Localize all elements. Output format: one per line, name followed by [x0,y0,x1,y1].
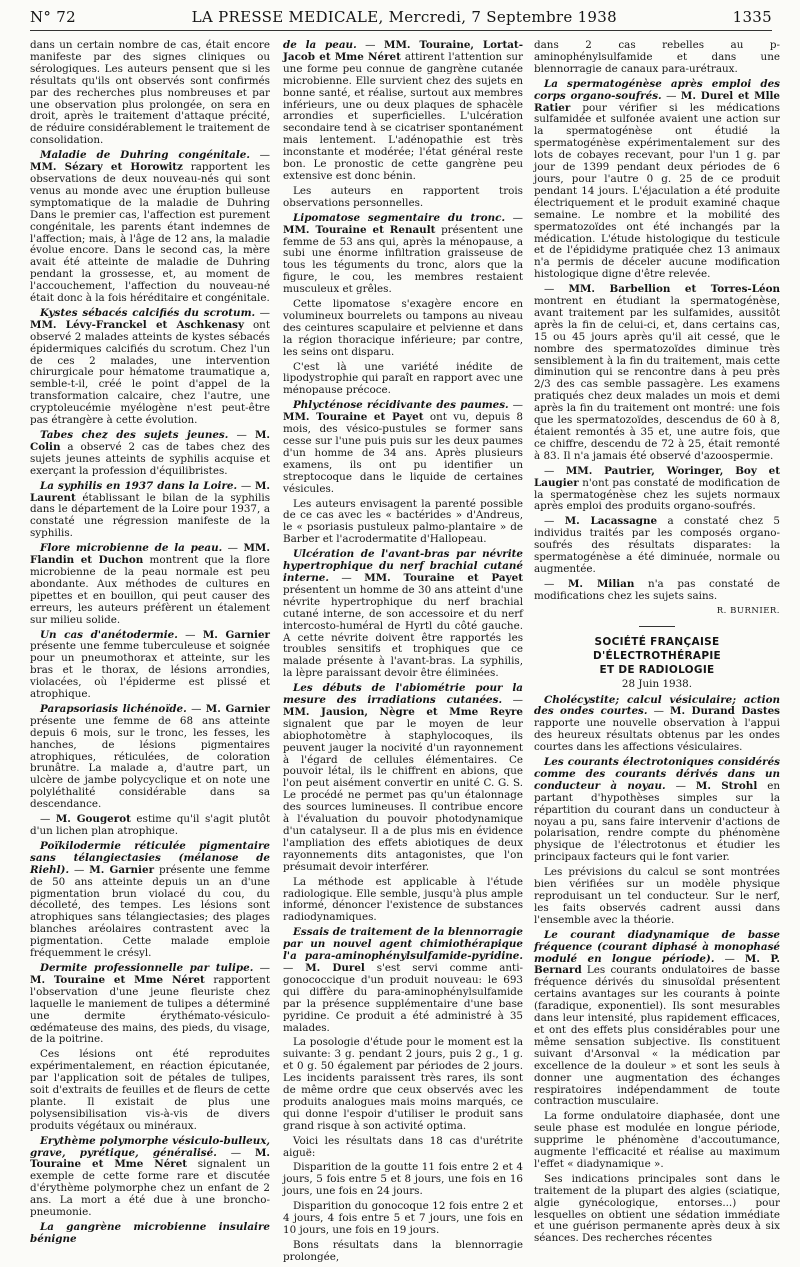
article-authors: M. Durel et Mlle Ratier [534,89,781,114]
article-authors: M. Garnier [89,863,155,876]
article-text: rapporte une nouvelle observation à l'appui des heureux résultats obtenus par les ondes courtes dans les affections vésiculaires. [534,717,780,754]
article-title: Tabes chez des sujets jeunes. [40,429,229,441]
article-text: estime qu'il s'agit plutôt d'un lichen plan atrophique. [30,813,270,837]
article-text: établissant le bilan de la syphilis dans le département de la Loire pour 1937, a constaté une régression manifeste de la syphilis. [30,491,270,540]
article [30,1222,270,1246]
paragraph: Ces lésions ont été reproduites expérimentalement, en réaction épicutanée, par l'application soit de pétales de tulipes, soit d'extraits de feuilles et de fleurs de cette plante. Il existait de plus une polysensibilisation vis-à-vis de divers produits végétaux ou minéraux. [30,1048,270,1132]
article-authors: MM. Touraine et Renault [283,223,436,236]
article-title: Phlycténose récidivante des paumes. [293,399,509,412]
article: Un cas d'anétodermie. — M. Garnier présente une femme tuberculeuse et soignée pour un pneumothorax et atteinte, sur les bras et le thorax, de lésions arrondies, violacées, où l'épiderme est plissé et atrophique. [30,628,270,701]
article-title: Cholécystite; calcul vésiculaire; action des ondes courtes. [534,693,780,718]
article-title: Un cas d'anétodermie. [40,628,178,641]
article-text: en partant d'hypothèses simples sur la répartition du courant dans un conducteur à noyau a pu, sans faire intervenir d'actions de polarisation, rendre compte du phénomène physique de l'électrotonus et étudier les principaux facteurs qui le font varier. [534,779,781,864]
article-title: Les débuts de l'abiométrie pour la mesure des irradiations cutanées. [283,682,523,707]
article-authors: MM. Jausion, Nègre et Mme Reyre [283,705,523,718]
article: Ulcération de l'avant-bras par névrite hypertrophique du nerf brachial cutané interne. — MM. Touraine et Payet présentent un homme de 30 ans atteint d'une névrite hypertrophique du nerf brachial cutané interne, de son accessoire et du nerf intercosto-huméral de Hyrtl du côté gauche. A cette névrite doivent être rapportés les troubles sensitifs et trophiques que ce malade présente à l'avant-bras. La syphilis, la lèpre paraissant devoir être éliminées. [283,548,523,680]
article: La syphilis en 1937 dans la Loire. — M. Laurent établissant le bilan de la syphilis dans le département de la Loire pour 1937, a constaté une régression manifeste de la syphilis. [30,479,270,540]
article-text: rapportent l'observation d'une jeune fleuriste chez laquelle le maniement de tulipes a déterminé une dermite érythémato-vésiculo-œdémateuse des mains, des pieds, du visage, de la poitrine. [30,973,270,1046]
paragraph: La forme ondulatoire diaphasée, dont une seule phase est modulée en longue période, supprime le phénomène d'accoutumance, augmente l'efficacité et réalise au maximum l'effet « diadynamique ». [534,1110,780,1170]
paragraph: C'est là une variété inédite de lipodystrophie qui paraît en rapport avec une ménopause précoce. [283,360,523,397]
article-authors: M. Touraine et Mme Néret [30,973,205,986]
article: Maladie de Duhring congénitale. — MM. Sézary et Horowitz rapportent les observations de deux nouveau-nés qui sont venus au monde avec une éruption bulleuse symptomatique de la maladie de Duhring Dans le premier cas, l'affection est purement congénitale, les parents étant indemnes de l'affection; mais, à l'âge de 12 ans, la maladie évolue encore. Dans le second cas, la mère avait été atteinte de maladie de Duhring pendant la grossesse, et, au moment de l'accouchement, l'affection du nouveau-né était donc à la fois héréditaire et congénitale. [30,149,271,305]
article-title: Les courants électrotoniques considérés comme des courants dérivés dans un conducteur à noyau. [534,756,780,792]
article-text: montrent que la flore microbienne de la peau normale est peu abondante. Aux méthodes de cultures en pipettes et en bouillon, qui peut causer des erreurs, les auteurs préfèrent un étalement sur milieu solide. [30,554,270,626]
article-authors: M. Lacassagne [564,515,658,528]
paragraph: — MM. Pautrier, Woringer, Boy et Laugier n'ont pas constaté de modification de la spermatogénèse chez les sujets normaux après emploi des produits organo-soufrés. [534,464,781,513]
article: Phlycténose récidivante des paumes. — MM. Touraine et Payet ont vu, depuis 8 mois, des vésico-pustules se former sans cesse sur l'une puis puis sur les deux paumes d'un homme de 34 ans. Après plusieurs examens, ils ont pu identifier un streptocoque dans le liquide de certaines vésicules. [283,399,523,495]
article-text: a observé 2 cas de tabes chez des sujets jeunes atteints de syphilis acquise et exerçant la profession d'équilibristes. [30,440,270,477]
paragraph: — M. Milian n'a pas constaté de modifications chez les sujets sains. [534,577,780,602]
article-title: Lipomatose segmentaire du tronc. [293,211,506,224]
paragraph: Voici les résultats dans 18 cas d'urétrite aiguë: [283,1134,523,1159]
article-text: Les courants ondulatoires de basse fréquence dérivés du sinusoïdal présentent certains avantages sur les courants à pointe (faradique, exponentiel). Ils sont mesurables dans leur intensité, plus rapidement efficaces, et ont des effets plus considérables pour une même sensation subjective. Ils constituent suivant d'Arsonval « la médication par excellence de la douleur » et sont les seuls à donner une augmentation des échanges respiratoires indépendamment de toute contraction musculaire. [534,964,781,1108]
article-title: Ulcération de l'avant-bras par névrite hypertrophique du nerf brachial cutané interne. [283,548,523,584]
article-authors: M. Strohl [695,779,758,792]
article: Essais de traitement de la blennorragie par un nouvel agent chimiothérapique l'a para-aminophénylsulfamide-pyridine. — M. Durel s'est servi comme anti-gonococcique d'un produit nouveau: le 693 qui diffère du para-aminophénylsulfamide par la présence supplémentaire d'une base pyridine. Ce produit a été administré à 35 malades. [283,926,523,1034]
article-title: Essais de traitement de la blennorragie par un nouvel agent chimiothérapique l'a para-aminophénylsulfamide-pyridine. [283,926,523,963]
paragraph: Ses indications principales sont dans le traitement de la plupart des algies (sciatique, algie gynécologique, entorses...) pour lesquelles on obtient une sédation immédiate et une guérison permanente après deux à six séances. Des recherches récentes [534,1172,780,1245]
article-title: Dermite professionnelle par tulipe. [40,961,254,974]
article-text: pour vérifier si les médications sulfamidée et sulfonée avaient une action sur la spermatogénèse ont étudié la spermatogénèse expérimentalement sur des lots de cobayes recevant, pour l'un 1 g. par jour de 1399 pendant deux périodes de 6 jours, pour l'autre 0 g. 25 de ce produit pendant 14 jours. L'éjaculation a été produite électriquement et le produit examiné chaque semaine. Le nombre et la mobilité des spermatozoïdes ont été inchangés par la médication. L'étude histologique du testicule et de l'épididyme pratiquée chez 13 animaux n'a permis de déceler aucune modification histologique digne d'être relevée. [534,101,780,281]
article-text: s'est servi comme anti-gonococcique d'un produit nouveau: le 693 qui diffère du para-aminophénylsulfamide par la présence supplémentaire d'une base pyridine. Ce produit a été administré à 35 malades. [283,961,523,1034]
author-signature: R. BURNIER. [716,605,780,616]
paragraph: — M. Lacassagne a constaté chez 5 individus traités par les composés organo-soufrés des résultats disparates: la spermatogénèse a été diminuée, normale ou augmentée. [534,515,780,575]
column-2 [283,40,523,1267]
paragraph: Les auteurs envisagent la parenté possible de ce cas avec les « bactérides » d'Andreus, le « psoriasis pustuleux palmo-plantaire » de Barber et l'acrodermatite d'Hallopeau. [283,497,523,546]
paragraph: Disparition du gonocoque 12 fois entre 2 et 4 jours, 4 fois entre 5 et 7 jours, une fois en 10 jours, une fois en 19 jours. [283,1200,523,1236]
paragraph: Bons résultats dans la blennorragie prolongée, [283,1238,523,1263]
article-authors: M. Laurent [30,479,270,504]
article: La spermatogénèse après emploi des corps organo-soufrés. — M. Durel et Mlle Ratier pour vérifier si les médications sulfamidée et sulfonée avaient une action sur la spermatogénèse ont étudié la spermatogénèse expérimentalement sur des lots de cobayes recevant, pour l'un 1 g. par jour de 1399 pendant deux périodes de 6 jours, pour l'autre 0 g. 25 de ce produit pendant 14 jours. L'éjaculation a été produite électriquement et le produit examiné chaque semaine. Le nombre et la mobilité des spermatozoïdes ont été inchangés par la médication. L'étude histologique du testicule et de l'épididyme pratiquée chez 13 animaux n'a permis de déceler aucune modification histologique digne d'être relevée. [534,77,781,281]
article: Tabes chez des sujets jeunes. — M. Colin a observé 2 cas de tabes chez des sujets jeunes atteints de syphilis acquise et exerçant la profession d'équilibristes. [30,429,270,477]
article: Cholécystite; calcul vésiculaire; action des ondes courtes. — M. Durand Dastes rapporte une nouvelle observation à l'appui des heureux résultats obtenus par les ondes courtes dans les affections vésiculaires. [534,693,781,754]
article: Lipomatose segmentaire du tronc. — MM. Touraine et Renault présentent une femme de 53 ans qui, après la ménopause, a subi une énorme infiltration graisseuse de tous les téguments du tronc, alors que la figure, le cou, les membres restaient musculeux et grêles. [283,211,524,296]
paragraph: Disparition de la goutte 11 fois entre 2 et 4 jours, 5 fois entre 5 et 8 jours, une fois en 16 jours, une fois en 24 jours. [283,1161,523,1198]
article: Le courant diadynamique de basse fréquence (courant diphasé à monophasé modulé en longue période). — M. P. Bernard Les courants ondulatoires de basse fréquence dérivés du sinusoïdal présentent certains avantages sur les courants à pointe (faradique, exponentiel). Ils sont mesurables dans leur intensité, plus rapidement efficaces, et ont des effets plus considérables pour une même sensation subjective. Ils constituent suivant d'Arsonval « la médication par excellence de la douleur » et sont les seuls à donner une augmentation des échanges respiratoires indépendamment de toute contraction musculaire. [534,928,781,1108]
article-text: signalent un exemple de cette forme rare et discutée d'érythème polymorphe chez un enfant de 2 ans. La mort a été due à une broncho-pneumonie. [30,1158,270,1219]
article-authors: M. Touraine et Mme Néret [30,1146,270,1171]
article-title: La spermatogénèse après emploi des corps organo-soufrés. [534,77,780,102]
paragraph: La méthode est applicable à l'étude radiologique. Elle semble, jusqu'à plus ample informé, dénoncer l'existence de substances radiodynamiques. [283,875,523,924]
article-title: Maladie de Duhring congénitale. [40,149,250,162]
article-authors: MM. Lévy-Franckel et Aschkenasy [30,318,245,331]
article-title: Poïkilodermie réticulée pigmentaire sans télangiectasies (mélanose de Riehl). [30,839,270,876]
article-authors: M. Durand Dastes [670,705,781,718]
article-text: a constaté chez 5 individus traités par les composés organo-soufrés des résultats disparates: la spermatogénèse a été diminuée, normale ou augmentée. [534,515,780,575]
article-authors: M. Garnier [205,702,271,715]
column-3 [534,40,780,1248]
article-authors: MM. Touraine, Lortat-Jacob et Mme Néret [283,39,524,63]
article-text: n'a pas constaté de modifications chez les sujets sains. [534,577,780,602]
article-authors: MM. Pautrier, Woringer, Boy et Laugier [534,464,781,489]
article-text: rapportent les observations de deux nouveau-nés qui sont venus au monde avec une éruption bulleuse symptomatique de la maladie de Duhring Dans le premier cas, l'affection est purement congénitale, les parents étant indemnes de l'affection; mais, à l'âge de 12 ans, la maladie évolue encore. Dans le second cas, la mère avait été atteinte de maladie de Duhring pendant la grossesse, et, au moment de l'accouchement, l'affection du nouveau-né était donc à la fois héréditaire et congénitale. [30,161,271,305]
article-authors: M. Milian [567,577,635,590]
paragraph: Les auteurs en rapportent trois observations personnelles. [283,184,523,209]
article-text: présentent un homme de 30 ans atteint d'une névrite hypertrophique du nerf brachial cutané interne, de son accessoire et du nerf intercosto-huméral de Hyrtl du côté gauche. A cette névrite doivent être rapportés les troubles sensitifs et trophiques que ce malade présente à l'avant-bras. La syphilis, la lèpre paraissant devoir être éliminées. [283,583,523,680]
paragraph: — MM. Barbellion et Torres-Léon montrent en étudiant la spermatogénèse, avant traitement par les sulfamides, aussitôt après la fin de celui-ci, et, dans certains cas, 15 ou 45 jours après qu'il ait cessé, que le nombre des spermatozoïdes diminue très sensiblement à la fin du traitement, mais cette diminution qui se rencontre dans à peu près 2/3 des cas semble passagère. Les examens pratiqués chez deux malades un mois et demi après la fin du traitement ont montré: une fois que les spermatozoïdes, descendus de 60 à 8, étaient remontés à 35 et, une autre fois, que ce chiffre, descendu de 72 à 25, était remonté à 83. Il n'a jamais été observé d'azoospermie. [534,283,780,462]
article: Flore microbienne de la peau. — MM. Flandin et Duchon montrent que la flore microbienne de la peau normale est peu abondante. Aux méthodes de cultures en pipettes et en bouillon, qui peut causer des erreurs, les auteurs préfèrent un étalement sur milieu solide. [30,542,270,626]
article-text: ont vu, depuis 8 mois, des vésico-pustules se former sans cesse sur l'une puis puis sur les deux paumes d'un homme de 34 ans. Après plusieurs examens, ils ont pu identifier un streptocoque dans le liquide de certaines vésicules. [283,411,523,495]
article-title: Kystes sébacés calcifiés du scrotum. [40,306,256,319]
article-authors: MM. Touraine et Payet [283,411,424,424]
article-text: montrent en étudiant la spermatogénèse, avant traitement par les sulfamides, aussitôt après la fin de celui-ci, et, dans certains cas, 15 ou 45 jours après qu'il ait cessé, que le nombre des spermatozoïdes diminue très sensiblement à la fin du traitement, mais cette diminution qui se rencontre dans à peu près 2/3 des cas semble passagère. Les examens pratiqués chez deux malades un mois et demi après la fin du traitement ont montré: une fois que les spermatozoïdes, descendus de 60 à 8, étaient remontés à 35 et, une autre fois, que ce chiffre, descendu de 72 à 25, était remonté à 83. Il n'a jamais été observé d'azoospermie. [534,295,780,462]
paragraph: dans un certain nombre de cas, était encore manifeste par des signes cliniques ou sérologiques. Les auteurs pensent que si les résultats qu'ils ont observés sont confirmés par des recherches plus nombreuses et par une observation plus prolongée, on sera en droit, après le traitement d'attaque précité, de réduire considérablement le traitement de consolidation. [30,39,270,147]
article-title: La gangrène microbienne insulaire bénigne [30,1221,270,1245]
paragraph: — M. Gougerot estime qu'il s'agit plutôt d'un lichen plan atrophique. [30,813,270,837]
article-authors: M. Gougerot [55,813,131,826]
article-text: signalent que par le moyen de leur abiophotomètre à staphylocoques, ils peuvent jauger la nocivité d'un rayonnement à l'égard de cellules élémentaires. Ce pouvoir létal, ils le chiffrent en abions, que l'on peut aisément convertir en unité C. G. S. Le procédé ne permet pas qu'un étalonnage des sources lumineuses. Il contribue encore à l'évaluation du pouvoir photodynamique d'un catalyseur. Il a de plus mis en évidence l'ampliation des effets abiotiques de deux rayonnements dits antagonistes, que l'on présumait devoir interférer. [283,717,523,873]
article-text: attirent l'attention sur une forme peu connue de gangrène cutanée microbienne. Elle survient chez des sujets en bonne santé, et réalise, surtout aux membres inférieurs, une ou deux plaques de sphacèle arrondies et superficielles. L'ulcération secondaire tend à se cicatriser spontanément mais lentement. L'adénopathie est très inconstante et modérée; l'état général reste bon. Le pronostic de cette gangrène peu extensive est donc bénin. [283,50,523,182]
society-heading [534,635,780,677]
article-text: présente une femme tuberculeuse et soignée pour un pneumothorax et atteinte, sur les bras et le thorax, de lésions arrondies, violacées, où l'épiderme est plissé et atrophique. [30,640,270,701]
article-authors: MM. Touraine et Payet [364,571,523,584]
page-header [30,8,772,31]
article-text: n'ont pas constaté de modification de la spermatogénèse chez les sujets normaux après emploi des produits organo-soufrés. [534,476,780,513]
article: Kystes sébacés calcifiés du scrotum. — MM. Lévy-Franckel et Aschkenasy ont observé 2 malades atteints de kystes sébacés épidermiques calcifiés du scrotum. Chez l'un de ces 2 malades, une intervention chirurgicale pour hématome traumatique a, semble-t-il, créé le point d'appel de la transformation calcaire, chez l'autre, une cryptoleucémie myélogène n'est peut-être pas étrangère à cette évolution. [30,306,271,427]
journal-title: LA PRESSE MEDICALE, Mercredi, 7 Septembre 1938 [191,8,617,26]
paragraph: Les prévisions du calcul se sont montrées bien vérifiées sur un modèle physique reproduisant un tel conducteur. Sur le nerf, les faits observés cadrent aussi dans l'ensemble avec la théorie. [534,866,780,926]
article-title: La syphilis en 1937 dans la Loire. [40,479,238,492]
article-text: présente une femme de 50 ans atteinte depuis un an d'une pigmentation brun violacé du cou, du décolleté, des tempes. Les lésions sont atrophiques sans télangiectasies; des plages blanches aréolaires contrastent avec la pigmentation. Cette malade emploie fréquemment le crésyl. [30,863,271,960]
article-text: présentent une femme de 53 ans qui, après la ménopause, a subi une énorme infiltration graisseuse de tous les téguments du tronc, alors que la figure, le cou, les membres restaient musculeux et grêles. [283,223,524,296]
issue-number: N° 72 [30,8,76,26]
article-authors: M. Colin [30,429,270,453]
article-authors: M. P. Bernard [534,952,780,977]
column-1 [30,40,270,1249]
page-number: 1335 [732,8,772,26]
article: Les courants électrotoniques considérés comme des courants dérivés dans un conducteur à noyau. — M. Strohl en partant d'hypothèses simples sur la répartition du courant dans un conducteur à noyau a pu, sans faire intervenir d'actions de polarisation, rendre compte du phénomène physique de l'électrotonus et étudier les principaux facteurs qui le font varier. [534,756,781,864]
article-title: de la peau. [283,39,357,51]
article: Erythème polymorphe vésiculo-bulleux, grave, pyrétique, généralisé. — M. Touraine et Mme Néret signalent un exemple de cette forme rare et discutée d'érythème polymorphe chez un enfant de 2 ans. La mort a été due à une broncho-pneumonie. [30,1134,270,1219]
article-authors: M. Garnier [202,628,270,641]
article-authors: MM. Sézary et Horowitz [30,161,183,174]
article: de la peau. — MM. Touraine, Lortat-Jacob et Mme Néret attirent l'attention sur une forme peu connue de gangrène cutanée microbienne. Elle survient chez des sujets en bonne santé, et réalise, surtout aux membres inférieurs, une ou deux plaques de sphacèle arrondies et superficielles. L'ulcération secondaire tend à se cicatriser spontanément mais lentement. L'adénopathie est très inconstante et modérée; l'état général reste bon. Le pronostic de cette gangrène peu extensive est donc bénin. [283,39,524,182]
article-authors: MM. Flandin et Duchon [30,542,270,567]
article-title: Le courant diadynamique de basse fréquence (courant diphasé à monophasé modulé en longue période). [534,928,780,965]
society-title-line-2: ET DE RADIOLOGIE [599,663,715,676]
article-text: présente une femme de 68 ans atteinte depuis 6 mois, sur le tronc, les fesses, les hanches, de lésions pigmentaires atrophiques, réticulées, de coloration brunâtre. La malade a, d'autre part, un ulcère de jambe polycyclique et on note une polyléthalité considérable dans sa descendance. [30,714,270,811]
article-title: Flore microbienne de la peau. [40,542,223,555]
society-title-line-1: SOCIÉTÉ FRANÇAISE D'ÉLECTROTHÉRAPIE [592,635,722,662]
article: Poïkilodermie réticulée pigmentaire sans télangiectasies (mélanose de Riehl). — M. Garnier présente une femme de 50 ans atteinte depuis un an d'une pigmentation brun violacé du cou, du décolleté, des tempes. Les lésions sont atrophiques sans télangiectasies; des plages blanches aréolaires contrastent avec la pigmentation. Cette malade emploie fréquemment le crésyl. [30,839,271,960]
article-title: Parapsoriasis lichénoïde. [40,702,187,715]
article: Dermite professionnelle par tulipe. — M. Touraine et Mme Néret rapportent l'observation d'une jeune fleuriste chez laquelle le maniement de tulipes a déterminé une dermite érythémato-vésiculo-œdémateuse des mains, des pieds, du visage, de la poitrine. [30,961,270,1046]
article: Les débuts de l'abiométrie pour la mesure des irradiations cutanées. — MM. Jausion, Nègre et Mme Reyre signalent que par le moyen de leur abiophotomètre à staphylocoques, ils peuvent jauger la nocivité d'un rayonnement à l'égard de cellules élémentaires. Ce pouvoir létal, ils le chiffrent en abions, que l'on peut aisément convertir en unité C. G. S. Le procédé ne permet pas qu'un étalonnage des sources lumineuses. Il contribue encore à l'évaluation du pouvoir photodynamique d'un catalyseur. Il a de plus mis en évidence l'ampliation des effets abiotiques de deux rayonnements dits antagonistes, que l'on présumait devoir interférer. [283,682,523,873]
article-title: Erythème polymorphe vésiculo-bulleux, grave, pyrétique, généralisé. [30,1134,270,1159]
session-date: 28 Juin 1938. [621,677,693,690]
article-authors: MM. Barbellion et Torres-Léon [568,283,780,296]
paragraph: La posologie d'étude pour le moment est la suivante: 3 g. pendant 2 jours, puis 2 g., 1 g. et 0 g. 50 également par périodes de 2 jours. Les incidents paraissent très rares, ils sont de même ordre que ceux observés avec les produits analogues mais moins marqués, ce qui donne l'espoir d'utiliser le produit sans grand risque à son activité optima. [283,1036,523,1132]
article-authors: M. Durel [305,961,365,974]
paragraph: dans 2 cas rebelles au p-aminophénylsulfamide et dans une blennorragie de canaux para-urétraux. [534,39,780,75]
article-text: ont observé 2 malades atteints de kystes sébacés épidermiques calcifiés du scrotum. Chez l'un de ces 2 malades, une intervention chirurgicale pour hématome traumatique a, semble-t-il, créé le point d'appel de la transformation calcaire, chez l'autre, une cryptoleucémie myélogène n'est peut-être pas étrangère à cette évolution. [30,318,270,427]
divider [639,626,675,627]
paragraph: Cette lipomatose s'exagère encore en volumineux bourrelets ou tampons au niveau des ceintures scapulaire et pelvienne et dans la région thoracique inférieure; par contre, les seins ont disparu. [283,298,523,358]
article: Parapsoriasis lichénoïde. — M. Garnier présente une femme de 68 ans atteinte depuis 6 mois, sur le tronc, les fesses, les hanches, de lésions pigmentaires atrophiques, réticulées, de coloration brunâtre. La malade a, d'autre part, un ulcère de jambe polycyclique et on note une polyléthalité considérable dans sa descendance. [30,702,271,811]
